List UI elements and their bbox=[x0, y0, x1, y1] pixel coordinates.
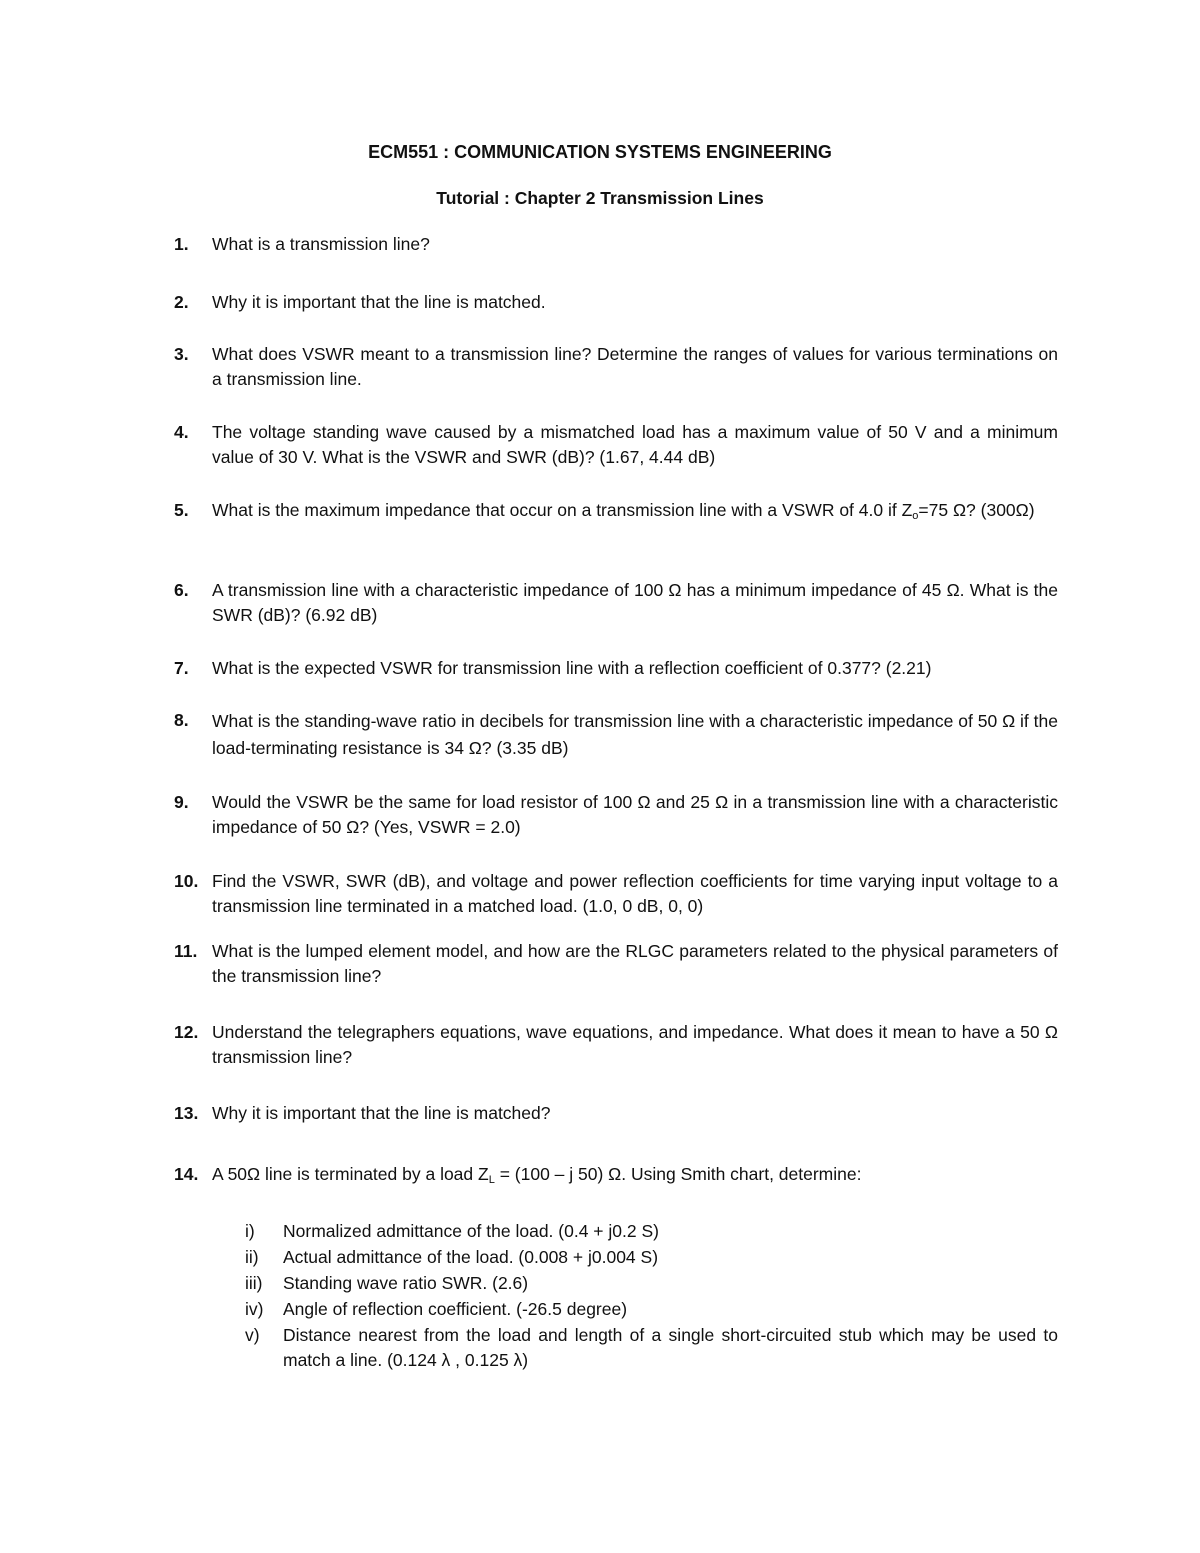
question-5 bbox=[174, 498, 1058, 523]
question-9 bbox=[174, 790, 1058, 840]
question-text: Why it is important that the line is matched? bbox=[212, 1103, 551, 1123]
tutorial-title: Tutorial : Chapter 2 Transmission Lines bbox=[436, 188, 764, 208]
question-text: What is the lumped element model, and how are the RLGC parameters related to the physical parameters of the transmission line? bbox=[212, 941, 1058, 986]
question-number: 9. bbox=[174, 792, 189, 812]
question-text-part: = (100 – j 50) Ω. Using Smith chart, determine: bbox=[494, 1164, 862, 1184]
question-text: Why it is important that the line is matched. bbox=[212, 292, 546, 312]
question-2 bbox=[174, 290, 1058, 315]
subitem-v bbox=[245, 1323, 1058, 1373]
question-number: 13. bbox=[174, 1103, 199, 1123]
question-11 bbox=[174, 939, 1058, 989]
subitem-i bbox=[245, 1219, 1058, 1244]
course-title: ECM551 : COMMUNICATION SYSTEMS ENGINEERING bbox=[368, 142, 832, 162]
question-text: Find the VSWR, SWR (dB), and voltage and power reflection coefficients for time varying input voltage to a transmission line terminated in a matched load. (1.0, 0 dB, 0, 0) bbox=[212, 871, 1058, 916]
subitem-label: ii) bbox=[245, 1247, 259, 1267]
question-13 bbox=[174, 1101, 1058, 1126]
subscript: o bbox=[912, 510, 919, 522]
question-text: Would the VSWR be the same for load resistor of 100 Ω and 25 Ω in a transmission line with a characteristic impedance of 50 Ω? (Yes, VSWR = 2.0) bbox=[212, 792, 1058, 837]
question-number: 6. bbox=[174, 580, 189, 600]
subitem-label: iv) bbox=[245, 1299, 264, 1319]
question-8 bbox=[174, 708, 1058, 762]
question-14 bbox=[174, 1162, 1058, 1187]
subitem-text: Normalized admittance of the load. (0.4 + j0.2 S) bbox=[283, 1221, 659, 1241]
question-4 bbox=[174, 420, 1058, 470]
question-text: What is a transmission line? bbox=[212, 234, 430, 254]
subitem-label: iii) bbox=[245, 1273, 263, 1293]
question-12 bbox=[174, 1020, 1058, 1070]
subitem-iv bbox=[245, 1297, 1058, 1322]
question-number: 7. bbox=[174, 658, 189, 678]
question-number: 3. bbox=[174, 344, 189, 364]
question-text: Understand the telegraphers equations, wave equations, and impedance. What does it mean to have a 50 Ω transmission line? bbox=[212, 1022, 1058, 1067]
question-6 bbox=[174, 578, 1058, 628]
subitem-text: Distance nearest from the load and length of a single short-circuited stub which may be used to match a line. (0.124 λ , 0.125 λ) bbox=[283, 1325, 1058, 1370]
question-1 bbox=[174, 232, 1058, 257]
question-10 bbox=[174, 869, 1058, 919]
question-text-part: =75 Ω? (300Ω) bbox=[918, 500, 1035, 520]
question-number: 8. bbox=[174, 710, 189, 730]
subitem-label: v) bbox=[245, 1325, 260, 1345]
question-text: What is the standing-wave ratio in decibels for transmission line with a characteristic impedance of 50 Ω if the load-terminating resistance is 34 Ω? (3.35 dB) bbox=[212, 711, 1058, 758]
subitem-iii bbox=[245, 1271, 1058, 1296]
subitem-text: Angle of reflection coefficient. (-26.5 degree) bbox=[283, 1299, 628, 1319]
question-text: The voltage standing wave caused by a mismatched load has a maximum value of 50 V and a minimum value of 30 V. What is the VSWR and SWR (dB)? (1.67, 4.44 dB) bbox=[212, 422, 1058, 467]
question-text bbox=[212, 1162, 1058, 1187]
subitem-text: Standing wave ratio SWR. (2.6) bbox=[283, 1273, 529, 1293]
question-text: A transmission line with a characteristic impedance of 100 Ω has a minimum impedance of 45 Ω. What is the SWR (dB)? (6.92 dB) bbox=[212, 580, 1058, 625]
question-number: 5. bbox=[174, 500, 189, 520]
question-number: 10. bbox=[174, 871, 199, 891]
question-text-part: What is the maximum impedance that occur on a transmission line with a VSWR of 4.0 if Z bbox=[212, 500, 913, 520]
question-number: 12. bbox=[174, 1022, 199, 1042]
question-3 bbox=[174, 342, 1058, 392]
question-text-part: A 50Ω line is terminated by a load Z bbox=[212, 1164, 489, 1184]
question-number: 11. bbox=[174, 941, 198, 961]
subitem-text: Actual admittance of the load. (0.008 + j0.004 S) bbox=[283, 1247, 659, 1267]
question-number: 2. bbox=[174, 292, 189, 312]
question-number: 4. bbox=[174, 422, 189, 442]
question-text bbox=[212, 498, 1058, 523]
subitem-label: i) bbox=[245, 1221, 255, 1241]
question-text: What is the expected VSWR for transmission line with a reflection coefficient of 0.377? (2.21) bbox=[212, 658, 932, 678]
question-text: What does VSWR meant to a transmission line? Determine the ranges of values for various terminations on a transmission line. bbox=[212, 344, 1058, 389]
question-number: 1. bbox=[174, 234, 189, 254]
question-number: 14. bbox=[174, 1164, 199, 1184]
subscript: L bbox=[488, 1174, 495, 1186]
question-7 bbox=[174, 656, 1058, 681]
subitem-ii bbox=[245, 1245, 1058, 1270]
